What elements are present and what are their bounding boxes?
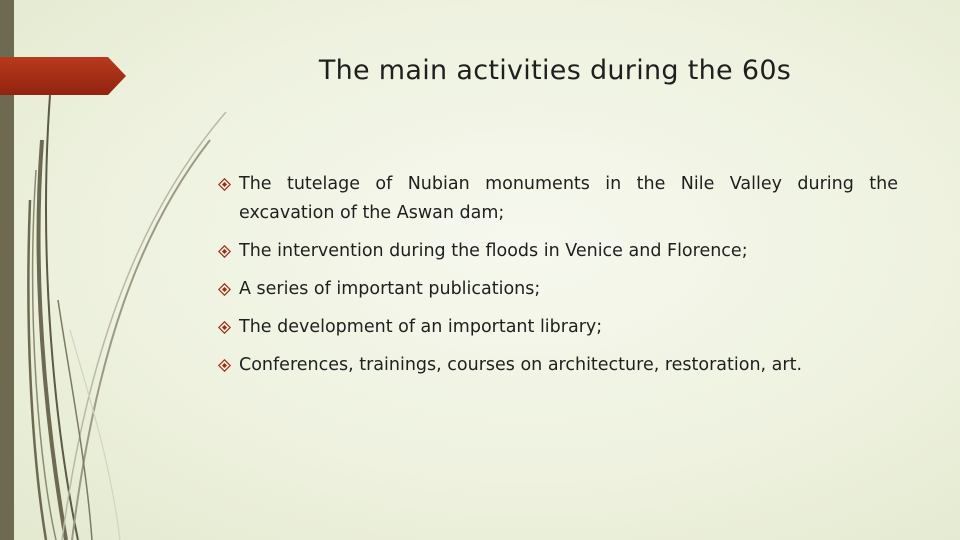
bullet-text: The intervention during the floods in Venice and Florence; [239, 241, 748, 261]
diamond-bullet-icon [218, 283, 231, 296]
bullet-item [218, 237, 898, 266]
diamond-bullet-icon [218, 359, 231, 372]
bullet-text: A series of important publications; [239, 279, 541, 299]
diamond-bullet-icon [218, 178, 231, 191]
slide-title: The main activities during the 60s [318, 55, 792, 86]
bullet-text: Conferences, trainings, courses on architecture, restoration, art. [239, 355, 803, 375]
bullet-item [218, 170, 898, 228]
accent-tab [0, 57, 126, 95]
bullet-list [218, 170, 898, 389]
bullet-item [218, 313, 898, 342]
bullet-text: The tutelage of Nubian monuments in the Nile Valley during the excavation of the Aswan dam; [239, 174, 898, 223]
bullet-item [218, 351, 898, 380]
diamond-bullet-icon [218, 321, 231, 334]
bullet-text: The development of an important library; [239, 317, 603, 337]
bullet-item [218, 275, 898, 304]
diamond-bullet-icon [218, 245, 231, 258]
